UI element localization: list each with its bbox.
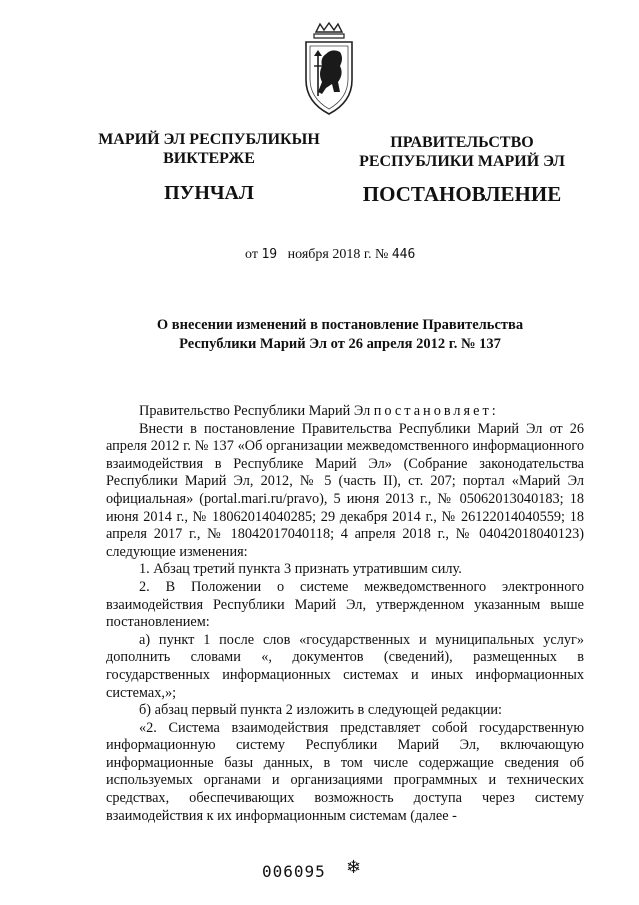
- serial-number: 006095: [262, 862, 326, 881]
- subject-line2: Республики Марий Эл от 26 апреля 2012 г. № 137: [179, 336, 501, 352]
- header-right-line1: ПРАВИТЕЛЬСТВО: [390, 134, 534, 151]
- header-right-line2: РЕСПУБЛИКИ МАРИЙ ЭЛ: [359, 153, 565, 170]
- snowflake-mark: ❄: [346, 857, 362, 877]
- header-left-line2: ВИКТЕРЖЕ: [163, 150, 255, 167]
- resolution-intro-text: Правительство Республики Марий Эл: [139, 403, 371, 419]
- paragraph-3: 2. В Положении о системе межведомственного электронного взаимодействия Республики Марий Эл, утвержденном указанным выше постановлением:: [106, 578, 584, 631]
- header-right-title: ПОСТАНОВЛЕНИЕ: [362, 182, 562, 206]
- date-day: 19: [261, 247, 278, 262]
- subject-line1: О внесении изменений в постановление Правительства: [156, 317, 524, 333]
- document-number: 446: [391, 247, 416, 262]
- paragraph-6: «2. Система взаимодействия представляет собой государственную информационную систему Республики Марий Эл, включающую информационные базы данных, в том числе содержащие сведения об используемых органами и организациями программных и технических средствах, обеспечивающих возможность доступа через систему взаимодействия к их информационным системам (далее -: [106, 719, 584, 824]
- header-left-title: ПУНЧАЛ: [164, 182, 254, 204]
- header-left-line1: МАРИЙ ЭЛ РЕСПУБЛИКЫН: [98, 131, 320, 148]
- paragraph-2: 1. Абзац третий пункта 3 признать утратившим силу.: [139, 561, 462, 578]
- resolution-verb: постановляет:: [373, 403, 499, 419]
- header-left: [84, 130, 334, 203]
- resolution-intro: [106, 403, 584, 421]
- coat-of-arms-icon: [298, 22, 360, 116]
- header-right: [352, 133, 572, 204]
- paragraph-5: б) абзац первый пункта 2 изложить в следующей редакции:: [139, 702, 502, 719]
- document-date: [245, 247, 415, 263]
- document-body: [106, 403, 584, 825]
- document-subject: [80, 316, 600, 354]
- date-rest: ноября 2018 г. №: [287, 247, 389, 262]
- paragraph-4: а) пункт 1 после слов «государственных и муниципальных услуг» дополнить словами «, документов (сведений), размещенных в государственных информационных системах и иных информационных системах,»;: [106, 631, 584, 701]
- date-prefix: от: [245, 247, 258, 262]
- paragraph-1: Внести в постановление Правительства Республики Марий Эл от 26 апреля 2012 г. № 137 «Об организации межведомственного информационного взаимодействия в Республике Марий Эл» (Собрание законодательства Республики Марий Эл, 2012, № 5 (часть II), ст. 207; портал «Марий Эл официальная» (portal.mari.ru/pravo), 5 июня 2013 г., № 05062013040183; 18 июня 2014 г., № 18062014040285; 29 декабря 2014 г., № 26122014040559; 18 апреля 2017 г., № 18042017040118; 4 апреля 2018 г., № 04042018040123) следующие изменения:: [106, 420, 584, 560]
